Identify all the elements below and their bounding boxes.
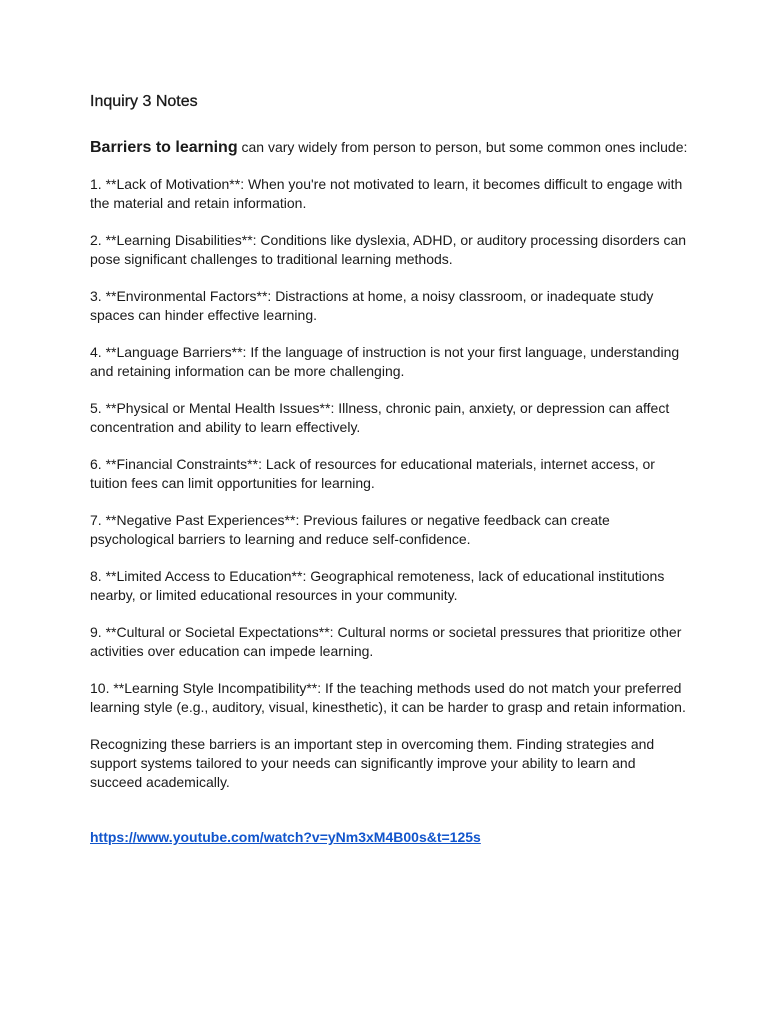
- list-item: 7. **Negative Past Experiences**: Previous failures or negative feedback can create psychological barriers to learning and reduce self-confidence.: [90, 512, 610, 547]
- list-item: 1. **Lack of Motivation**: When you're not motivated to learn, it becomes difficult to engage with the material and retain information.: [90, 176, 683, 211]
- list-item: 9. **Cultural or Societal Expectations**: Cultural norms or societal pressures that prioritize other activities over education can impede learning.: [90, 624, 682, 659]
- intro-paragraph: [90, 138, 690, 157]
- youtube-link[interactable]: https://www.youtube.com/watch?v=yNm3xM4B00s&t=125s: [90, 829, 481, 845]
- list-item: 2. **Learning Disabilities**: Conditions like dyslexia, ADHD, or auditory processing disorders can pose significant challenges to traditional learning methods.: [90, 232, 687, 267]
- intro-lead-rest: can vary widely from person to person, but some common ones include:: [237, 139, 688, 155]
- list-item: 8. **Limited Access to Education**: Geographical remoteness, lack of educational institutions nearby, or limited educational resources in your community.: [90, 568, 665, 603]
- document-title: Inquiry 3 Notes: [90, 93, 198, 110]
- list-item: 10. **Learning Style Incompatibility**: If the teaching methods used do not match your preferred learning style (e.g., auditory, visual, kinesthetic), it can be harder to grasp and retain information.: [90, 680, 686, 715]
- list-item: 4. **Language Barriers**: If the language of instruction is not your first language, understanding and retaining information can be more challenging.: [90, 344, 680, 379]
- intro-lead-bold: Barriers to learning: [90, 139, 238, 156]
- list-item: 3. **Environmental Factors**: Distractions at home, a noisy classroom, or inadequate study spaces can hinder effective learning.: [90, 288, 654, 323]
- list-item: 6. **Financial Constraints**: Lack of resources for educational materials, internet access, or tuition fees can limit opportunities for learning.: [90, 456, 655, 491]
- conclusion-paragraph: Recognizing these barriers is an important step in overcoming them. Finding strategies and support systems tailored to your needs can significantly improve your ability to learn and succeed academically.: [90, 736, 655, 790]
- document-page: [90, 92, 690, 865]
- link-paragraph: [90, 828, 690, 847]
- list-item: 5. **Physical or Mental Health Issues**: Illness, chronic pain, anxiety, or depression can affect concentration and ability to learn effectively.: [90, 400, 670, 435]
